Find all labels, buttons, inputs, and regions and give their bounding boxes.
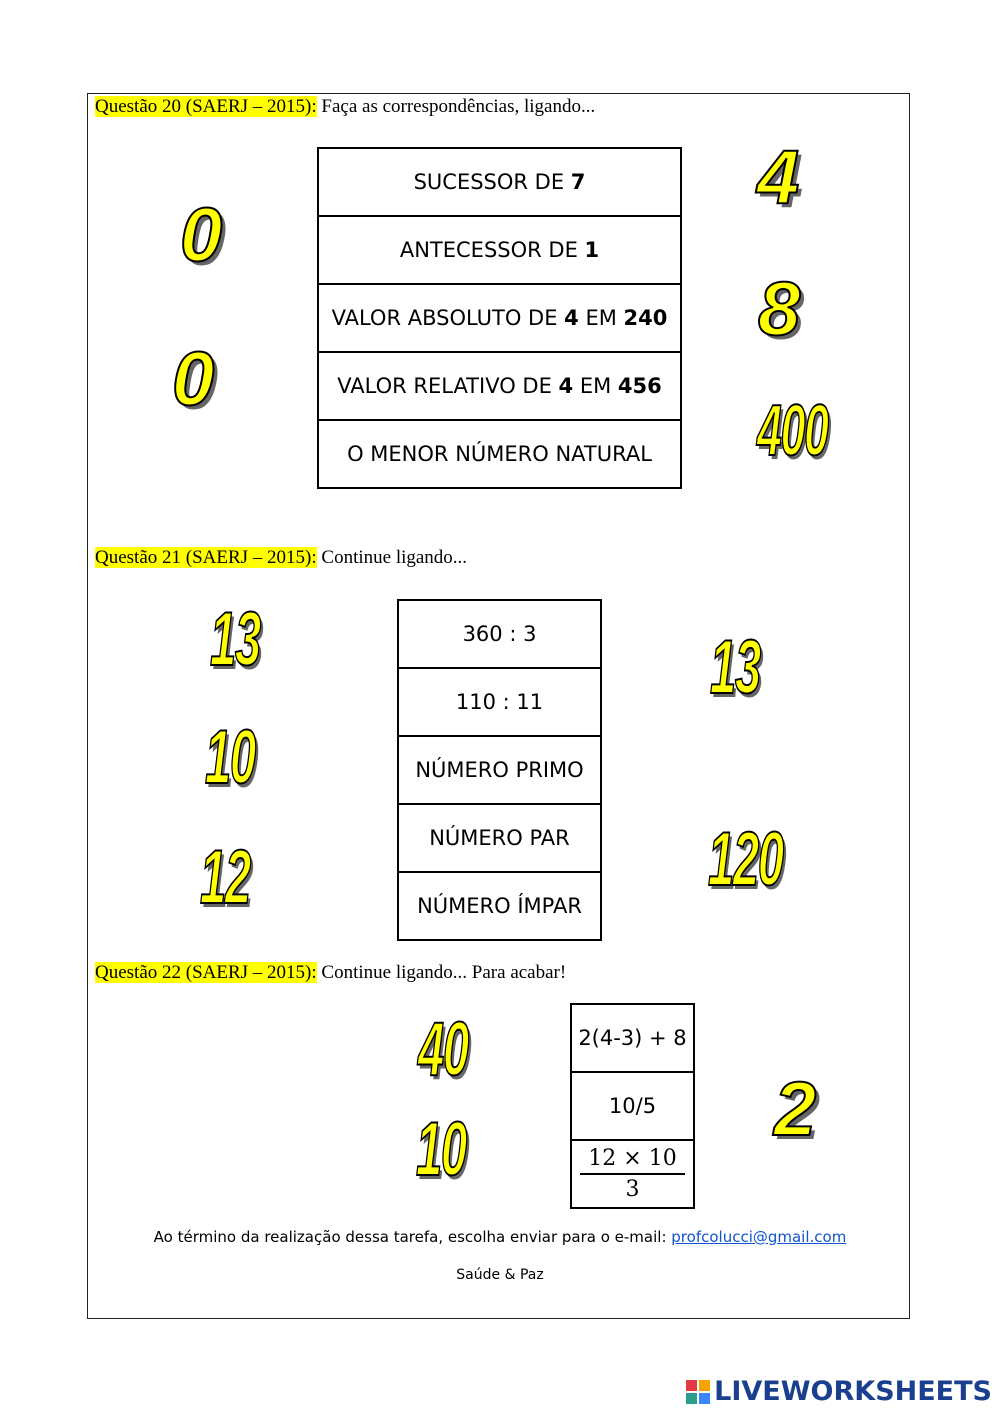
fraction-denominator: 3: [625, 1177, 640, 1202]
q21-right-number-1[interactable]: 13: [710, 625, 760, 710]
q21-row-3[interactable]: NÚMERO PRIMO: [398, 736, 601, 804]
question-20-tag: Questão 20 (SAERJ – 2015):: [95, 96, 317, 117]
q22-right-number-1[interactable]: 2: [774, 1067, 817, 1152]
q20-row-1[interactable]: SUCESSOR DE 7: [318, 148, 681, 216]
footer-instructions: [0, 1228, 1000, 1246]
q20-left-number-2[interactable]: 0: [172, 337, 215, 422]
brand-name: LIVEWORKSHEETS: [714, 1376, 992, 1407]
q20-row-3[interactable]: VALOR ABSOLUTO DE 4 EM 240: [318, 284, 681, 352]
q21-row-2[interactable]: 110 : 11: [398, 668, 601, 736]
q20-right-number-1[interactable]: 4: [757, 135, 800, 220]
q22-row-1[interactable]: 2(4-3) + 8: [571, 1004, 694, 1072]
q21-row-5[interactable]: NÚMERO ÍMPAR: [398, 872, 601, 940]
q20-right-number-3[interactable]: 400: [757, 391, 828, 471]
q21-row-4[interactable]: NÚMERO PAR: [398, 804, 601, 872]
question-21-heading: [95, 547, 467, 569]
logo-block-1: [686, 1380, 697, 1391]
q21-row-1[interactable]: 360 : 3: [398, 600, 601, 668]
q22-left-number-1[interactable]: 40: [418, 1007, 468, 1092]
email-link[interactable]: profcolucci@gmail.com: [671, 1228, 847, 1246]
fraction-expression: [580, 1146, 684, 1202]
fraction-numerator: 12 × 10: [580, 1146, 684, 1175]
q21-left-number-2[interactable]: 10: [205, 715, 255, 800]
logo-block-2: [699, 1380, 710, 1391]
q20-row-2[interactable]: ANTECESSOR DE 1: [318, 216, 681, 284]
question-21-text: Continue ligando...: [316, 547, 468, 568]
q21-left-number-3[interactable]: 12: [200, 835, 250, 920]
q21-left-number-1[interactable]: 13: [210, 597, 260, 682]
question-20-heading: [95, 96, 595, 118]
question-22-heading: [95, 962, 566, 984]
question-22-text: Continue ligando... Para acabar!: [316, 962, 567, 983]
q20-row-4[interactable]: VALOR RELATIVO DE 4 EM 456: [318, 352, 681, 420]
q22-left-number-2[interactable]: 10: [416, 1107, 466, 1192]
question-21-table: [397, 599, 602, 941]
question-20-text: Faça as correspondências, ligando...: [316, 96, 596, 117]
logo-block-3: [686, 1393, 697, 1404]
footer-text: Ao término da realização dessa tarefa, escolha enviar para o e-mail:: [153, 1228, 672, 1246]
liveworksheets-logo[interactable]: [686, 1376, 992, 1407]
logo-block-4: [699, 1393, 710, 1404]
question-20-table: [317, 147, 682, 489]
question-22-table: [570, 1003, 695, 1209]
q22-row-3[interactable]: [571, 1140, 694, 1208]
footer-signoff: Saúde & Paz: [456, 1267, 544, 1283]
question-21-tag: Questão 21 (SAERJ – 2015):: [95, 547, 317, 568]
q20-right-number-2[interactable]: 8: [758, 267, 801, 352]
logo-blocks-icon: [686, 1380, 710, 1404]
q22-row-2[interactable]: 10/5: [571, 1072, 694, 1140]
q20-row-5[interactable]: O MENOR NÚMERO NATURAL: [318, 420, 681, 488]
question-22-tag: Questão 22 (SAERJ – 2015):: [95, 962, 317, 983]
q21-right-number-2[interactable]: 120: [708, 817, 783, 902]
q20-left-number-1[interactable]: 0: [180, 193, 223, 278]
